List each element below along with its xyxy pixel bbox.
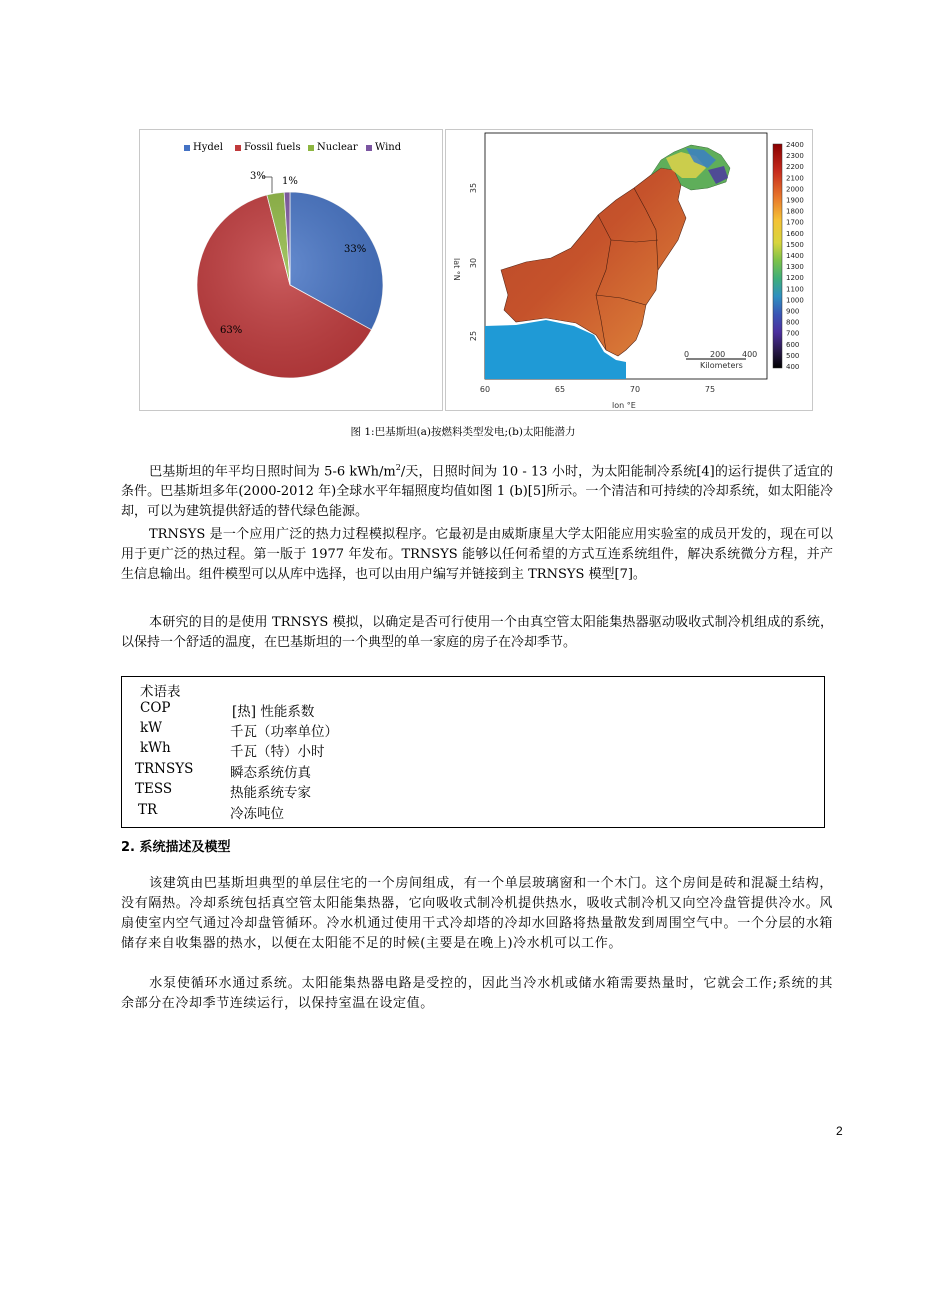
legend-fossil: Fossil fuels bbox=[235, 142, 301, 153]
glossary-term: kWh bbox=[140, 740, 171, 756]
pie-chart bbox=[140, 130, 442, 410]
legend-nuclear: Nuclear bbox=[308, 142, 358, 153]
pie-shade bbox=[197, 192, 383, 378]
colorbar-tick-label: 1200 bbox=[786, 274, 804, 283]
glossary-def: 千瓦（特）小时 bbox=[230, 744, 325, 760]
colorbar-tick-label: 500 bbox=[786, 351, 800, 360]
glossary-term: TESS bbox=[135, 781, 173, 797]
glossary-def: [热] 性能系数 bbox=[232, 704, 315, 720]
map-xtick-label: 75 bbox=[704, 385, 716, 394]
map-ytick-label: 35 bbox=[469, 182, 478, 194]
glossary-term: TRNSYS bbox=[135, 761, 194, 777]
map-xtick-label: 60 bbox=[479, 385, 491, 394]
map-xlabel: lon °E bbox=[612, 401, 636, 410]
colorbar-tick-label: 1400 bbox=[786, 252, 804, 260]
pie-label-hydel: 33% bbox=[344, 244, 367, 255]
section-heading: 2. 系统描述及模型 bbox=[121, 840, 231, 855]
glossary-term: COP bbox=[140, 700, 171, 716]
colorbar-tick-label: 2400 bbox=[786, 141, 804, 149]
map-figure-panel bbox=[445, 129, 813, 411]
superscript-2: 2 bbox=[395, 463, 401, 472]
paragraph-4: 该建筑由巴基斯坦典型的单层住宅的一个房间组成，有一个单层玻璃窗和一个木门。这个房间是砖和混凝土结构，没有隔热。冷却系统包括真空管太阳能集热器，它向吸收式制冷机提供热水，吸收式制冷机又向空冷盘管提供冷水。风扇使室内空气通过冷却盘管循环。冷水机通过使用干式冷却塔的冷却水回路将热量散发到周围空气中。一个分层的水箱储存来自收集器的热水，以便在太阳能不足的时候(主要是在晚上)冷水机可以工作。 bbox=[121, 876, 833, 951]
colorbar-tick-label: 1700 bbox=[786, 218, 804, 227]
colorbar-tick-label: 1100 bbox=[786, 285, 804, 294]
map-ylabel: lat °N bbox=[452, 258, 461, 281]
paragraph-5: 水泵使循环水通过系统。太阳能集热器电路是受控的，因此当冷水机或储水箱需要热量时，它就会工作;系统的其余部分在冷却季节连续运行，以保持室温在设定值。 bbox=[121, 976, 833, 1011]
colorbar-tick-label: 1800 bbox=[786, 207, 804, 216]
map-xtick-label: 65 bbox=[554, 385, 566, 394]
legend-wind: Wind bbox=[366, 142, 401, 153]
glossary-def: 瞬态系统仿真 bbox=[230, 765, 311, 781]
paragraph-1: 巴基斯坦的年平均日照时间为 5-6 kWh/$m^2/$天，日照时间为 10 - 13 小时，为太阳能制冷系统[4]的运行提供了适宜的条件。巴基斯坦多年(2000-2012 年)全球水平年辐照度均值如图 1 (b)[5]所示。一个清洁和可持续的冷却系统，如太阳能冷却，可以为建筑提供舒适的替代绿色能源。 bbox=[121, 463, 833, 520]
colorbar-tick-label: 800 bbox=[786, 318, 800, 327]
pie-figure-panel bbox=[139, 129, 443, 411]
colorbar-tick-label: 1500 bbox=[786, 240, 804, 249]
colorbar-tick-label: 1600 bbox=[786, 229, 804, 238]
colorbar-tick-label: 900 bbox=[786, 307, 800, 316]
scale-tick-200: 200 bbox=[710, 350, 726, 359]
figure-caption: 图 1:巴基斯坦(a)按燃料类型发电;(b)太阳能潜力 bbox=[350, 426, 576, 438]
glossary-title: 术语表 bbox=[140, 684, 181, 700]
glossary-def: 热能系统专家 bbox=[230, 785, 311, 801]
scale-tick-400: 400 bbox=[742, 350, 758, 359]
colorbar-tick-label: 2100 bbox=[786, 174, 804, 183]
colorbar-tick-label: 2200 bbox=[786, 163, 804, 172]
map-ytick-label: 30 bbox=[469, 257, 478, 269]
legend-hydel: Hydel bbox=[184, 142, 223, 153]
colorbar bbox=[773, 144, 782, 368]
colorbar-tick-label: 1900 bbox=[786, 196, 804, 205]
pie-label-wind: 1% bbox=[282, 176, 298, 187]
colorbar-tick-label: 400 bbox=[786, 363, 800, 371]
colorbar-tick-label: 700 bbox=[786, 329, 800, 338]
map-ytick-label: 25 bbox=[469, 330, 478, 342]
colorbar-tick-label: 1000 bbox=[786, 296, 804, 305]
glossary-def: 冷冻吨位 bbox=[230, 806, 284, 822]
glossary-term: kW bbox=[140, 720, 163, 736]
page-number: 2 bbox=[836, 1124, 843, 1138]
colorbar-tick-label: 1300 bbox=[786, 263, 804, 272]
solar-map bbox=[446, 130, 812, 410]
paragraph-2: TRNSYS 是一个应用广泛的热力过程模拟程序。它最初是由威斯康星大学太阳能应用实验室的成员开发的，现在可以用于更广泛的热过程。第一版于 1977 年发布。TRNSYS 能够以任何希望的方式互连系统组件，解决系统微分方程，并产生信息输出。组件模型可以从库中选择，也可以由用户编写并链接到主 TRNSYS 模型[7]。 bbox=[121, 527, 833, 582]
colorbar-tick-label: 600 bbox=[786, 340, 800, 349]
pie-label-fossil: 63% bbox=[220, 325, 243, 336]
glossary-box bbox=[121, 676, 825, 828]
paragraph-3: 本研究的目的是使用 TRNSYS 模拟，以确定是否可行使用一个由真空管太阳能集热器驱动吸收式制冷机组成的系统，以保持一个舒适的温度，在巴基斯坦的一个典型的单一家庭的房子在冷却季节。 bbox=[121, 615, 833, 650]
map-xtick-label: 70 bbox=[629, 385, 641, 394]
pie-label-nuclear: 3% bbox=[250, 171, 266, 182]
glossary-def: 千瓦（功率单位） bbox=[230, 724, 338, 740]
scale-unit: Kilometers bbox=[700, 361, 743, 370]
colorbar-tick-label: 2000 bbox=[786, 185, 804, 194]
glossary-term: TR bbox=[138, 802, 158, 818]
colorbar-tick-label: 2300 bbox=[786, 152, 804, 161]
scale-tick-0: 0 bbox=[684, 350, 690, 359]
